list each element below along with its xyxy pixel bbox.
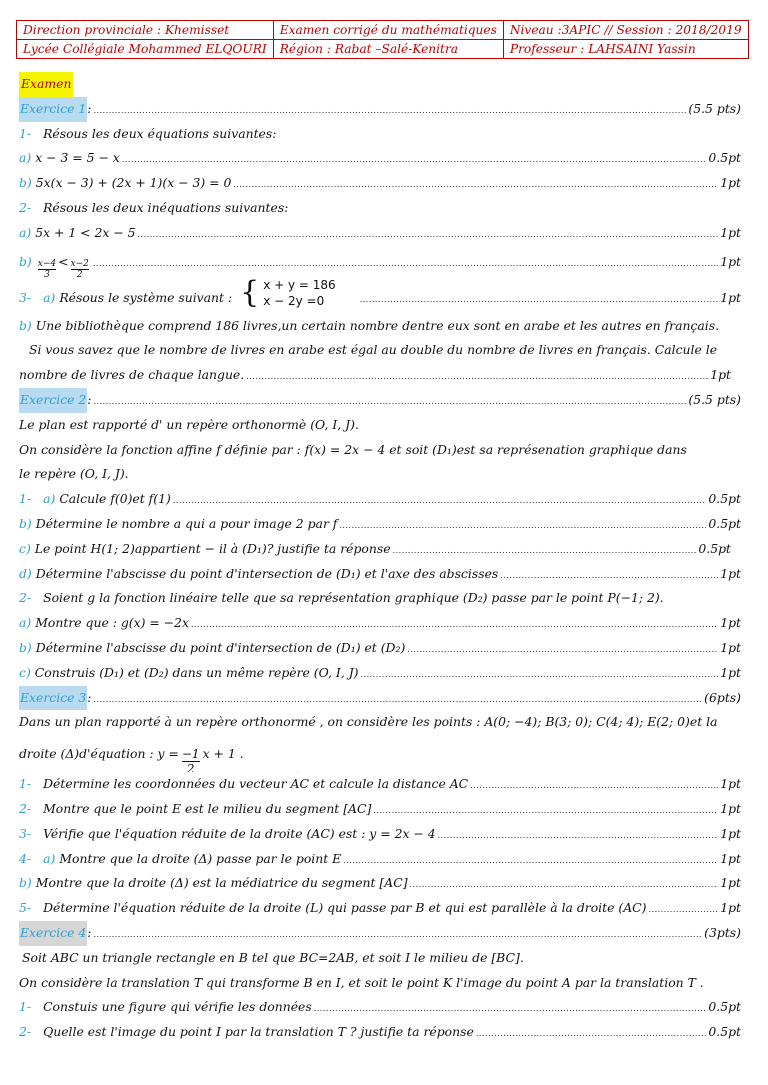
equation: 5x(x − 3) + (2x + 1)(x − 3) = 0	[35, 175, 232, 191]
sub-label: a)	[43, 850, 56, 866]
points: 1pt	[720, 800, 741, 816]
question-text: Détermine l'équation réduite de la droite (L) qui passe par B et qui est parallèle à la droite (AC)	[43, 900, 647, 916]
numerator: x−2	[70, 258, 89, 269]
ex2-title: Exercice 2	[19, 388, 87, 413]
points: 1pt	[720, 664, 741, 680]
ex4-title: Exercice 4	[19, 921, 87, 946]
sub-label: b)	[19, 515, 32, 531]
question-text: Soient g la fonction linéaire telle que sa représentation graphique (D₂) passe par le point P(−1; 2).	[43, 590, 664, 606]
dot-leader	[93, 921, 702, 946]
exam-title: Examen	[19, 72, 73, 97]
ex2-q2c	[19, 661, 741, 686]
points: 1pt	[720, 224, 741, 240]
question-text: Calcule f(0)et f(1)	[59, 491, 171, 507]
fraction-right	[71, 259, 89, 277]
points: 1pt	[720, 776, 741, 792]
fraction-left	[38, 259, 56, 277]
ex3-q5	[19, 896, 741, 921]
ex4-q1	[19, 995, 741, 1020]
question-text: Le point H(1; 2)appartient − il à (D₁)? justifie ta réponse	[34, 540, 391, 556]
dot-leader	[339, 512, 706, 537]
fraction	[182, 747, 200, 772]
intro-text: le repère (O, I, J).	[19, 466, 129, 482]
ex1-q1a	[19, 146, 741, 171]
dot-leader	[476, 1020, 707, 1045]
denominator: 3	[44, 269, 50, 277]
ex1-heading: Exercice 1 : ..... (5.5 pts)	[19, 97, 741, 122]
points: 1pt	[720, 639, 741, 655]
points: 0.5pt	[708, 1024, 741, 1040]
ex2-q1c	[19, 537, 741, 562]
ex2-intro1	[19, 413, 741, 438]
question-text: Détermine l'abscisse du point d'intersection de (D₁) et (D₂)	[35, 639, 406, 655]
question-text: Montre que la droite (Δ) passe par le point E	[59, 850, 342, 866]
intro-text: droite (Δ)d'équation : y =	[19, 746, 179, 762]
ex3-q3	[19, 822, 741, 847]
points: 1pt	[720, 253, 741, 269]
system-eq2: x − 2y =0	[263, 293, 325, 308]
question-number: 3-	[19, 289, 32, 305]
equation: x − 3 = 5 − x	[35, 150, 120, 166]
ex1-q2	[19, 196, 741, 221]
sub-label: d)	[19, 565, 32, 581]
ex3-q4	[19, 847, 741, 872]
points: 1pt	[720, 565, 741, 581]
header-exam-title: Examen corrigé du mathématiques	[273, 21, 503, 40]
ex4-q2	[19, 1020, 741, 1045]
header-region: Région : Rabat –Salé-Kenitra	[273, 40, 503, 59]
question-text: Détermine les coordonnées du vecteur	[43, 776, 287, 792]
dot-leader	[246, 363, 708, 388]
question-number: 3-	[19, 825, 32, 841]
points: 1pt	[720, 875, 741, 891]
sub-label: c)	[19, 540, 31, 556]
ex2-points: (5.5 pts)	[688, 391, 741, 407]
question-number: 2-	[19, 1024, 32, 1040]
ex2-heading: Exercice 2 : ..... (5.5 pts)	[19, 388, 741, 413]
question-text: Construis (D₁) et (D₂) dans un même repère (O, I, J)	[34, 664, 359, 680]
dot-leader	[93, 388, 686, 413]
sub-label: b)	[19, 875, 32, 891]
sub-label: a)	[43, 289, 56, 305]
ex1-q1	[19, 122, 741, 147]
header-school: Lycée Collégiale Mohammed ELQOURI	[17, 40, 274, 59]
ex2-q1b	[19, 512, 741, 537]
question-number: 1-	[19, 491, 32, 507]
problem-text: nombre de livres de chaque langue.	[19, 367, 245, 383]
problem-text: Une bibliothèque comprend 186 livres,un certain nombre dentre eux sont en arabe et les autres en français.	[35, 317, 720, 333]
question-text: et calcule la distance AC	[312, 776, 469, 792]
question-number: 1-	[19, 776, 32, 792]
question-text: Constuis une figure qui vérifie les données	[43, 999, 312, 1015]
operator: <	[58, 253, 69, 269]
inequation: 5x + 1 < 2x − 5	[35, 224, 136, 240]
header-direction: Direction provinciale : Khemisset	[17, 21, 274, 40]
equation-system	[240, 277, 336, 309]
vector: → AC	[291, 772, 309, 797]
question-number: 4-	[19, 850, 32, 866]
denominator: 2	[186, 762, 195, 773]
dot-leader	[138, 221, 719, 246]
question-text: Résous le système suivant :	[59, 289, 233, 305]
ex4-heading: Exercice 4 : ..... (3pts)	[19, 921, 741, 946]
ex2-q2a	[19, 611, 741, 636]
intro-text: Dans un plan rapporté à un repère orthonormé , on considère les points : A(0; −4); B(3; 0); C(4; 4); E(2; 0)et la	[19, 714, 718, 730]
sub-label: b)	[19, 253, 32, 269]
numerator: x−4	[37, 258, 57, 269]
dot-leader	[233, 171, 718, 196]
dot-leader	[314, 995, 707, 1020]
sub-label: b)	[19, 639, 32, 655]
dot-leader	[470, 772, 718, 797]
sub-label: b)	[19, 317, 32, 333]
intro-text: Soit ABC un triangle rectangle en B tel que BC=2AB, et soit I le milieu de [BC].	[22, 949, 524, 965]
sub-label: a)	[19, 615, 32, 631]
question-text: Vérifie que l'équation réduite de la droite (AC) est : y = 2x − 4	[43, 825, 436, 841]
question-text: Détermine l'abscisse du point d'intersection de (D₁) et l'axe des abscisses	[35, 565, 499, 581]
points: 0.5pt	[698, 540, 731, 556]
ex1-q3	[19, 277, 741, 314]
dot-leader	[361, 661, 719, 686]
denominator: 2	[76, 269, 83, 277]
points: 1pt	[720, 850, 741, 866]
ex3-points: (6pts)	[704, 689, 741, 705]
question-text: Quelle est l'image du point I par la translation T ? justifie ta réponse	[43, 1024, 474, 1040]
dot-leader	[343, 847, 718, 872]
question-number: 1-	[19, 125, 32, 141]
ex3-q2	[19, 797, 741, 822]
sub-label: a)	[19, 224, 32, 240]
dot-leader	[410, 871, 719, 896]
question-number: 2-	[19, 199, 32, 215]
question-text: Résous les deux inéquations suivantes:	[43, 199, 289, 215]
ex4-points: (3pts)	[704, 924, 741, 940]
question-number: 1-	[19, 999, 32, 1015]
ex2-intro3	[19, 462, 741, 487]
question-text: Montre que le point E est le milieu du segment [AC]	[43, 800, 372, 816]
dot-leader	[393, 537, 697, 562]
dot-leader	[500, 562, 718, 587]
ex1-q1b	[19, 171, 741, 196]
dot-leader	[407, 636, 718, 661]
ex2-q1a	[19, 487, 741, 512]
ex2-q2	[19, 586, 741, 611]
ex1-q2a	[19, 221, 741, 246]
brace-icon: {	[240, 276, 260, 310]
points: 1pt	[720, 900, 741, 916]
points: 1pt	[720, 825, 741, 841]
ex1-points: (5.5 pts)	[688, 100, 741, 116]
intro-text: On considère la fonction affine f définie par : f(x) = 2x − 4 et soit (D₁)est sa représenation graphique dans	[19, 441, 687, 457]
question-number: 2-	[19, 800, 32, 816]
sub-label: b)	[19, 175, 32, 191]
dot-leader	[648, 896, 718, 921]
exam-title-line	[19, 72, 741, 97]
header-level-session: Niveau :3APIC // Session : 2018/2019	[503, 21, 748, 40]
dot-leader	[191, 611, 718, 636]
system-eq1: x + y = 186	[263, 277, 336, 292]
dot-leader	[93, 686, 702, 711]
ex3-intro1	[19, 710, 741, 735]
intro-text: Le plan est rapporté d' un repère orthonormè (O, I, J).	[19, 416, 359, 432]
header-teacher: Professeur : LAHSAINI Yassin	[503, 40, 748, 59]
ex1-q3b-line1	[19, 314, 741, 339]
question-number: 5-	[19, 900, 32, 916]
sub-label: a)	[43, 491, 56, 507]
points: 1pt	[720, 175, 741, 191]
ex3-title: Exercice 3	[19, 686, 87, 711]
question-text: Détermine le nombre a qui a pour image 2 par f	[35, 515, 338, 531]
dot-leader	[122, 146, 707, 171]
question-text: Montre que : g(x) = −2x	[35, 615, 189, 631]
ex1-title: Exercice 1	[19, 97, 87, 122]
points: 0.5pt	[708, 999, 741, 1015]
points: 0.5pt	[708, 491, 741, 507]
points: 0.5pt	[708, 515, 741, 531]
problem-text: Si vous savez que le nombre de livres en arabe est égal au double du nombre de livres en français. Calcule le	[29, 342, 718, 358]
ex3-q4b	[19, 871, 741, 896]
sub-label: a)	[19, 150, 32, 166]
ex3-q1	[19, 772, 741, 797]
ex3-heading: Exercice 3 : ..... (6pts)	[19, 686, 741, 711]
ex1-q2b	[19, 246, 741, 277]
ex2-q2b	[19, 636, 741, 661]
dot-leader	[360, 279, 719, 314]
points: 1pt	[720, 615, 741, 631]
ex1-q3b-line2	[19, 338, 741, 363]
dot-leader	[93, 246, 718, 277]
ex2-q1d	[19, 562, 741, 587]
ex2-intro2	[19, 438, 741, 463]
dot-leader	[438, 822, 719, 847]
ex3-intro2	[19, 735, 741, 772]
sub-label: c)	[19, 664, 31, 680]
dot-leader	[93, 97, 686, 122]
ex4-intro1	[19, 946, 741, 971]
ex1-q3b-line3	[19, 363, 741, 388]
points: 1pt	[710, 367, 731, 383]
question-text: Résous les deux équations suivantes:	[43, 125, 277, 141]
exam-header-table	[16, 20, 749, 59]
intro-text: On considère la translation T qui transforme B en I, et soit le point K l'image du point A par la translation T .	[19, 974, 704, 990]
intro-text: x + 1 .	[202, 746, 244, 762]
exam-content	[19, 72, 741, 1045]
dot-leader	[173, 487, 707, 512]
dot-leader	[373, 797, 718, 822]
points: 0.5pt	[708, 150, 741, 166]
question-number: 2-	[19, 590, 32, 606]
ex4-intro2	[19, 971, 741, 996]
numerator: −1	[181, 747, 200, 762]
question-text: Montre que la droite (Δ) est la médiatrice du segment [AC]	[35, 875, 408, 891]
points: 1pt	[720, 289, 741, 305]
